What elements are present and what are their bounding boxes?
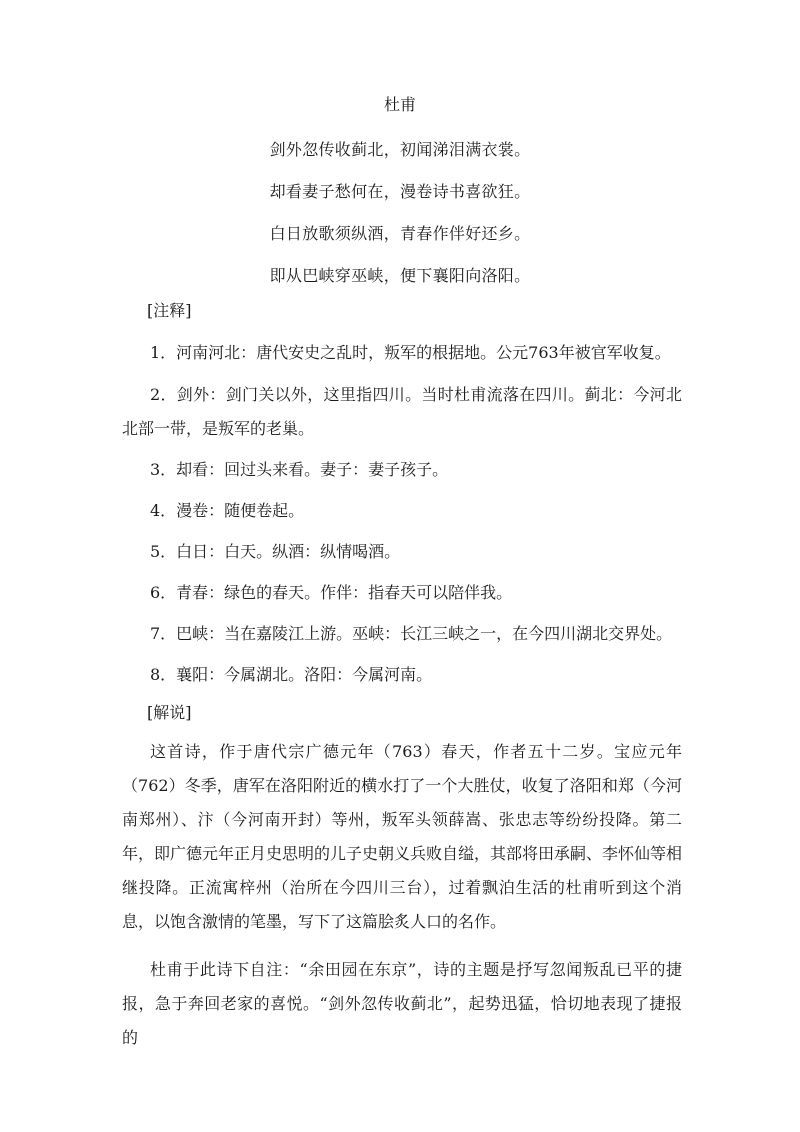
commentary-paragraph-2: 杜甫于此诗下自注：“余田园在东京”，诗的主题是抒写忽闻叛乱已平的捷报，急于奔回老家的喜悦。“剑外忽传收蓟北”，起势迅猛，恰切地表现了捷报的: [122, 960, 682, 1047]
commentary-heading: [解说]: [147, 703, 192, 722]
note-item-8: 8．襄阳：今属湖北。洛阳：今属河南。: [150, 665, 433, 684]
note-item-4: 4．漫卷：随便卷起。: [150, 501, 305, 520]
note-item-1: 1．河南河北：唐代安史之乱时，叛军的根据地。公元763年被官军收复。: [150, 343, 671, 362]
note-item-7: 7．巴峡：当在嘉陵江上游。巫峡：长江三峡之一，在今四川湖北交界处。: [150, 624, 673, 643]
commentary-paragraph-1: 这首诗，作于唐代宗广德元年（763）春天，作者五十二岁。宝应元年（762）冬季，唐军在洛阳附近的横水打了一个大胜仗，收复了洛阳和郑（今河南郑州）、汴（今河南开封）等州，叛军头领薛嵩、张忠志等纷纷投降。第二年，即广德元年正月史思明的儿子史朝义兵败自缢，其部将田承嗣、李怀仙等相继投降。正流寓梓州（治所在今四川三台），过着飘泊生活的杜甫听到这个消息，以饱含激情的笔墨，写下了这篇脍炙人口的名作。: [122, 742, 683, 931]
poem-line-2: 却看妻子愁何在，漫卷诗书喜欲狂。: [269, 182, 531, 201]
poem-author: 杜甫: [383, 95, 416, 114]
note-item-3: 3．却看：回过头来看。妻子：妻子孩子。: [150, 460, 449, 479]
notes-heading: [注释]: [147, 301, 192, 320]
note-item-5: 5．白日：白天。纵酒：纵情喝酒。: [150, 542, 401, 561]
poem-line-4: 即从巴峡穿巫峡，便下襄阳向洛阳。: [269, 266, 531, 285]
note-item-6: 6．青春：绿色的春天。作伴：指春天可以陪伴我。: [150, 583, 513, 602]
poem-line-3: 白日放歌须纵酒，青春作伴好还乡。: [269, 224, 531, 243]
note-item-2: 2．剑外：剑门关以外，这里指四川。当时杜甫流落在四川。蓟北：今河北北部一带，是叛军的老巢。: [122, 385, 682, 438]
poem-line-1: 剑外忽传收蓟北，初闻涕泪满衣裳。: [269, 140, 531, 159]
